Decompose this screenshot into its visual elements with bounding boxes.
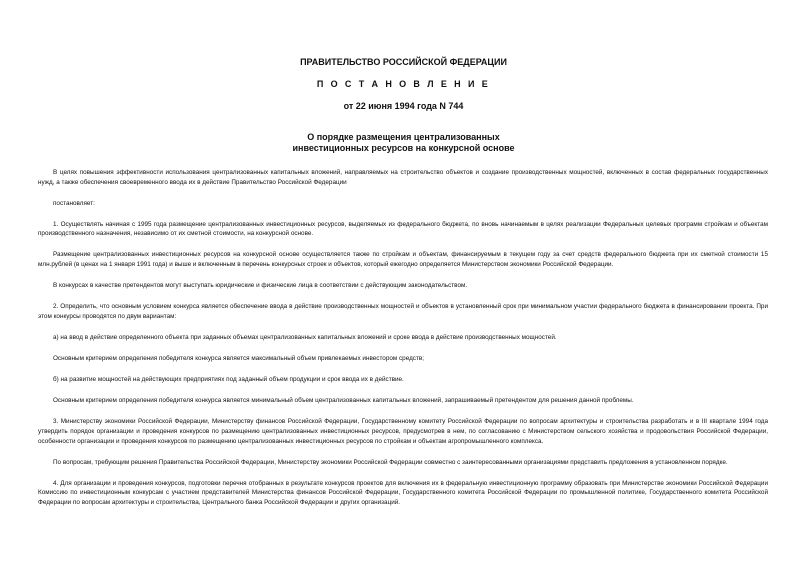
paragraph: а) на ввод в действие определенного объекта при заданных объемах централизованных капитальных вложений и сроке ввода в действие производственных мощностей. [53, 333, 557, 341]
paragraph: В целях повышения эффективности использования централизованных капитальных вложений, направляемых на строительство объектов и создание производственных мощностей, включенных в состав федеральных государственных нужд, а также обеспечения своевременного ввода их в действие Правительство Российской Федерации [38, 169, 768, 186]
date-number-heading: от 22 июня 1994 года N 744 [343, 101, 464, 111]
paragraph: Размещение централизованных инвестиционных ресурсов на конкурсной основе осуществляется также по стройкам и объектам, финансируемым в текущем году за счет средств федерального бюджета при их сметной стоимости 15 млн.рублей (в ценах на 1 января 1991 года) и выше и включенным в перечень конкурсных строек и объектов, который ежегодно определяется Министерством экономики Российской Федерации. [38, 251, 768, 269]
document-title-line: инвестиционных ресурсов на конкурсной основе [292, 143, 515, 153]
issuer-heading: ПРАВИТЕЛЬСТВО РОССИЙСКОЙ ФЕДЕРАЦИИ [300, 57, 507, 67]
paragraph: Основным критерием определения победителя конкурса является минимальный объем централизованных капитальных вложений, запрашиваемый претендентом для решения данной проблемы. [53, 397, 634, 405]
document-body [38, 168, 768, 507]
paragraph: постановляет: [53, 199, 95, 207]
paragraph: б) на развитие мощностей на действующих предприятиях под заданный объем продукции и срок ввода их в действие. [53, 376, 404, 384]
document-title-line: О порядке размещения централизованных [307, 132, 500, 142]
paragraph: Основным критерием определения победителя конкурса является максимальный объем привлекаемых инвестором средств; [53, 355, 425, 363]
document-type-heading: П О С Т А Н О В Л Е Н И Е [316, 79, 491, 89]
paragraph: 3. Министерству экономики Российской Федерации, Министерству финансов Российской Федерации, Государственному комитету Российской Федерации по вопросам архитектуры и строительства разработать и в III квартале 1994 года утвердить порядок организации и проведения конкурсов по размещению централизованных инвестиционных ресурсов, предусмотрев в нем, по согласованию с Министерством сельского хозяйства и продовольствия Российской Федерации, особенности организации и проведения конкурсов по размещению централизованных инвестиционных ресурсов по стройкам и объектам агропромышленного комплекса. [38, 418, 768, 445]
paragraph: В конкурсах в качестве претендентов могут выступать юридические и физические лица в соответствии с действующим законодательством. [53, 282, 468, 290]
paragraph: 4. Для организации и проведения конкурсов, подготовки перечня отобранных в результате конкурсов проектов для включения их в федеральную инвестиционную программу образовать при Министерстве экономики Российской Федерации Комиссию по инвестиционным конкурсам с участием представителей Министерства финансов Российской Федерации, Государственного комитета Российской Федерации по промышленной политике, Государственного комитета Российской Федерации по вопросам архитектуры и строительства, Центрального банка Российской Федерации и других организаций. [38, 479, 768, 506]
document-title [0, 132, 807, 154]
paragraph: 2. Определить, что основным условием конкурса является обеспечение ввода в действие производственных мощностей и объектов в установленный срок при минимальном участии федерального бюджета в финансировании проекта. При этом конкурсы проводятся по двум вариантам: [38, 303, 768, 320]
paragraph: 1. Осуществлять начиная с 1995 года размещение централизованных инвестиционных ресурсов, выделяемых из федерального бюджета, по вновь начинаемым в целях реализации Федеральных целевых программ стройкам и объектам производственного назначения, независимо от их сметной стоимости, на конкурсной основе. [38, 220, 768, 238]
paragraph: По вопросам, требующим решения Правительства Российской Федерации, Министерству экономики Российской Федерации совместно с заинтересованными организациями представить предложения в установленном порядке. [53, 458, 728, 466]
